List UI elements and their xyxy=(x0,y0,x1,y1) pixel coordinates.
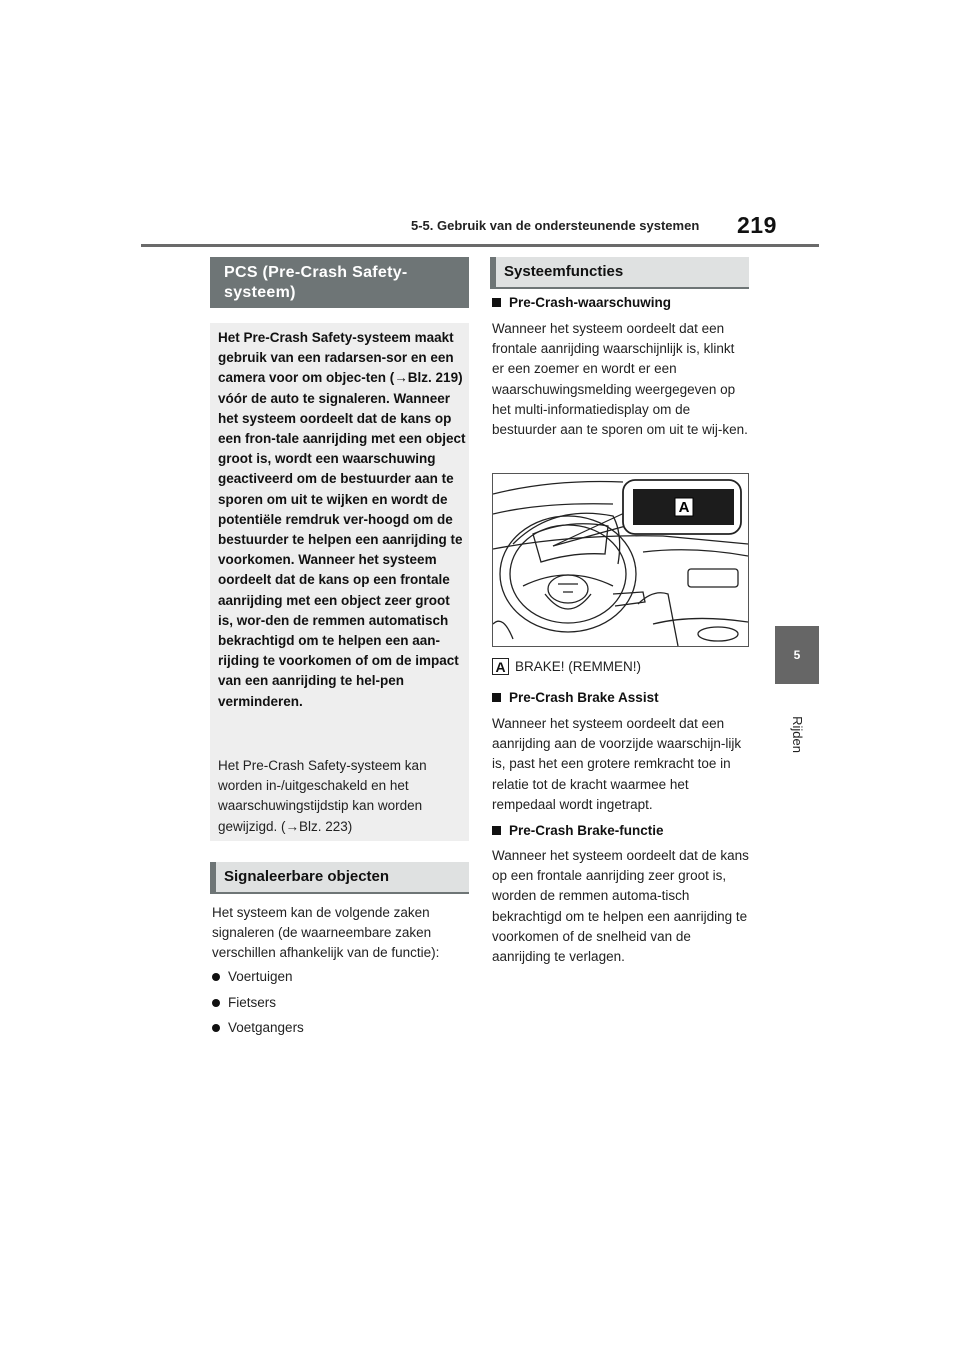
chapter-label-text: Rijden xyxy=(789,715,805,753)
chapter-number: 5 xyxy=(793,648,801,662)
intro-normal-text: Het Pre-Crash Safety-systeem kan worden in-/uitgeschakeld en het waarschuwingstijdstip kan worden gewijzigd. (→Blz. 223) xyxy=(218,758,427,834)
bullet-icon xyxy=(212,999,220,1007)
list-item xyxy=(212,964,304,990)
square-bullet-icon xyxy=(492,693,501,702)
list-item-text: Voetgangers xyxy=(228,1020,304,1035)
brake-assist-title: Pre-Crash Brake Assist xyxy=(509,690,659,705)
square-bullet-icon xyxy=(492,826,501,835)
intro-bold-text: Het Pre-Crash Safety-systeem maakt gebruik van een radarsen-sor en een camera voor om objec-ten (→Blz. 219) vóór de auto te signaleren. Wanneer het systeem oordeelt dat de kans op een fron-tale aanrijding met een object groot is, wordt een waarschuwing geactiveerd om de bestuurder aan te sporen om uit te wijken en wordt de potentiële remdruk ver-hoogd om de bestuurder te helpen een aanrijding te voorkomen. Wanneer het systeem oordeelt dat de kans op een frontale aanrijding met een object zeer groot is, wor-den de remmen automatisch bekrachtigd om te helpen een aan-rijding te voorkomen of om de impact van een aanrijding te hel-pen verminderen. xyxy=(218,330,466,709)
dashboard-illustration xyxy=(492,473,749,647)
list-item xyxy=(212,1015,304,1041)
brake-function-subheading xyxy=(492,823,664,838)
legend-badge: A xyxy=(492,658,509,675)
dashboard-drawing xyxy=(493,474,748,646)
square-bullet-icon xyxy=(492,298,501,307)
brake-assist-subheading xyxy=(492,690,659,705)
brake-function-title: Pre-Crash Brake-functie xyxy=(509,823,664,838)
brake-assist-text: Wanneer het systeem oordeelt dat een aanrijding aan de voorzijde waarschijn-lijk is, past het een grotere remkracht toe in relatie tot de kracht waarmee het rempedaal wordt ingetrapt. xyxy=(492,716,742,812)
bullet-icon xyxy=(212,973,220,981)
pcs-heading xyxy=(210,257,469,308)
list-item xyxy=(212,990,304,1016)
list-item-text: Voertuigen xyxy=(228,969,293,984)
pcs-heading-text: PCS (Pre-Crash Safety-systeem) xyxy=(224,264,408,301)
intro-box xyxy=(210,323,469,841)
objects-list xyxy=(212,964,304,1041)
functions-heading xyxy=(490,257,749,287)
bullet-icon xyxy=(212,1024,220,1032)
page-number: 219 xyxy=(737,212,777,238)
objects-heading xyxy=(210,862,469,892)
chapter-tab xyxy=(775,626,819,684)
objects-intro-text: Het systeem kan de volgende zaken signaleren (de waarneembare zaken verschillen afhankelijk van de functie): xyxy=(212,905,440,961)
legend-text: BRAKE! (REMMEN!) xyxy=(515,659,642,674)
list-item-text: Fietsers xyxy=(228,994,277,1010)
warning-title: Pre-Crash-waarschuwing xyxy=(509,295,672,310)
section-title: 5-5. Gebruik van de ondersteunende systemen xyxy=(411,218,700,233)
warning-text: Wanneer het systeem oordeelt dat een frontale aanrijding waarschijnlijk is, klinkt er een zoemer en wordt er een waarschuwingsmelding weergegeven op het multi-informatiedisplay om de bestuurder aan te sporen om uit te wij-ken. xyxy=(492,321,748,438)
figure-legend xyxy=(492,658,641,675)
brake-function-text: Wanneer het systeem oordeelt dat de kans op een frontale aanrijding zeer groot is, worden de remmen automa-tisch bekrachtigd om te helpen een aanrijding te voorkomen of de snelheid van de aanrijding te verlagen. xyxy=(492,848,749,965)
objects-heading-text: Signaleerbare objecten xyxy=(224,868,390,885)
chapter-label xyxy=(776,714,818,754)
callout-label: A xyxy=(678,499,690,516)
warning-subheading xyxy=(492,295,671,310)
header-rule xyxy=(141,244,819,247)
functions-heading-text: Systeemfuncties xyxy=(504,263,624,280)
